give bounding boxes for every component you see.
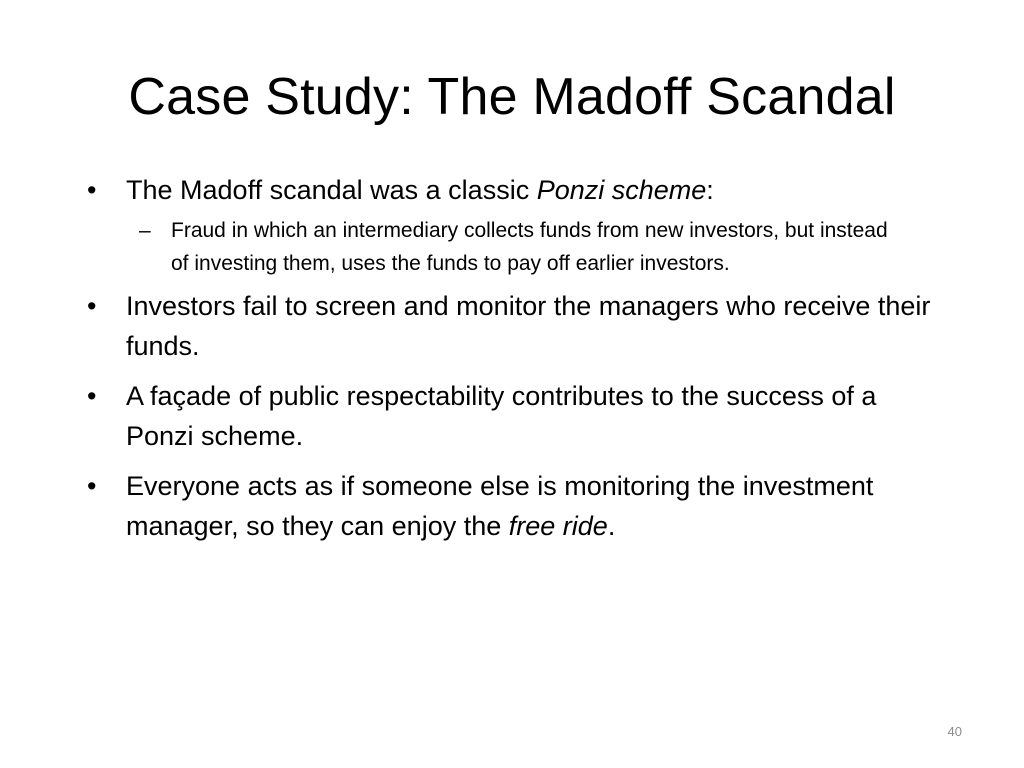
bullet-text: Investors fail to screen and monitor the managers who receive their funds. [126,291,931,361]
bullet-item-facade [87,376,947,456]
bullet-marker: • [87,291,97,321]
sub-bullet-text: Fraud in which an intermediary collects funds from new investors, but instead of investing them, uses the funds to pay off earlier investors. [171,219,888,275]
bullet-text: The Madoff scandal was a classic [126,175,537,205]
bullet-italic-term: Ponzi scheme [536,175,707,205]
sub-bullet-item-fraud-definition [87,214,891,280]
bullet-marker: • [87,471,97,501]
sub-bullet-group [87,214,947,280]
bullet-marker: • [87,381,97,411]
page-number: 40 [947,724,962,739]
sub-bullet-list [87,214,947,280]
bullet-italic-term: free ride [508,511,608,541]
bullet-marker: • [87,175,97,205]
sub-bullet-marker: – [139,219,151,242]
bullet-text-end: . [607,511,616,541]
bullet-text-end: : [706,175,714,205]
slide-title: Case Study: The Madoff Scandal [128,68,896,126]
bullet-text: A façade of public respectability contributes to the success of a Ponzi scheme. [126,381,877,451]
bullet-list [87,170,947,556]
bullet-item-investors-fail [87,286,947,366]
bullet-item-free-ride [87,466,947,546]
bullet-item-ponzi-scheme [87,170,947,210]
bullet-text: Everyone acts as if someone else is monitoring the investment manager, so they can enjoy the [126,471,874,541]
